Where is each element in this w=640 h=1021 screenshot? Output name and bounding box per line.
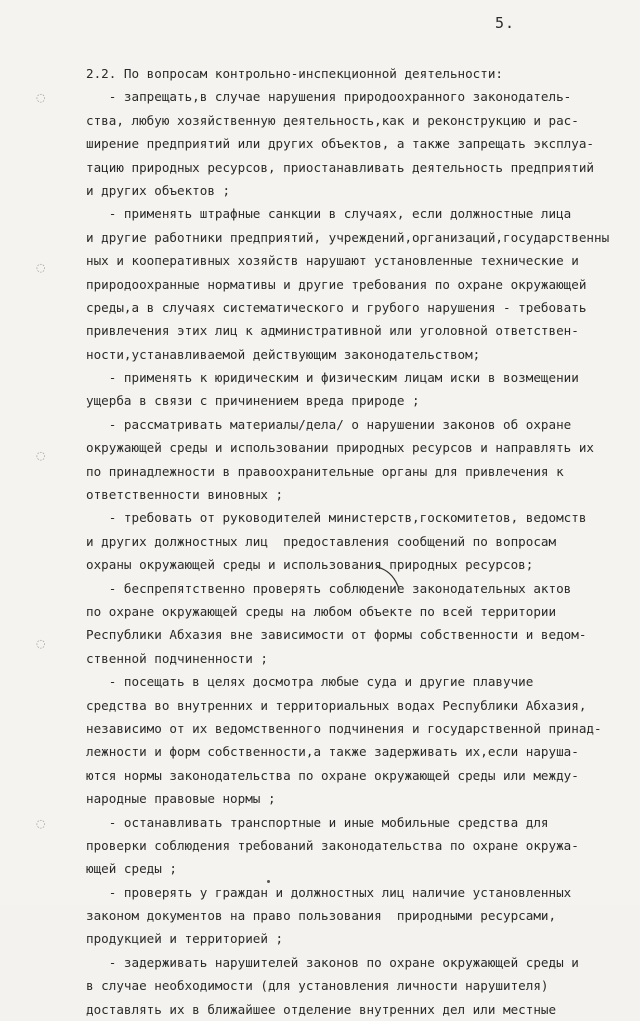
text-line: ущерба в связи с причинением вреда природе ;	[86, 393, 420, 409]
bottom-dot	[267, 880, 270, 883]
text-line: - останавливать транспортные и иные мобильные средства для	[86, 814, 549, 830]
text-line: - запрещать,в случае нарушения природоохранного законодатель-	[86, 89, 572, 105]
text-line: природоохранные нормативы и другие требования по охране окружающей	[86, 276, 587, 292]
text-line: - беспрепятственно проверять соблюдение законодательных актов	[86, 580, 572, 596]
text-line: средства во внутренних и территориальных водах Республики Абхазия,	[86, 697, 587, 713]
pen-stroke-mark	[375, 565, 415, 595]
text-line: лежности и форм собственности,а также задерживать их,если наруша-	[86, 744, 579, 760]
text-line: по охране окружающей среды на любом объекте по всей территории	[86, 603, 557, 619]
binder-hole-mark: ◌	[36, 817, 46, 830]
page-number: 5.	[495, 14, 516, 32]
binder-hole-mark: ◌	[36, 449, 46, 462]
text-line: независимо от их ведомственного подчинения и государственной принад-	[86, 720, 602, 736]
text-line: и других объектов ;	[86, 182, 231, 198]
text-line: окружающей среды и использовании природных ресурсов и направлять их	[86, 440, 594, 456]
text-line: ющей среды ;	[86, 861, 177, 877]
binder-hole-mark: ◌	[36, 91, 46, 104]
text-line: охраны окружающей среды и использования природных ресурсов;	[86, 557, 534, 573]
text-line: - применять к юридическим и физическим лицам иски в возмещении	[86, 370, 579, 386]
text-line: - требовать от руководителей министерств,госкомитетов, ведомств	[86, 510, 587, 526]
text-line: ются нормы законодательства по охране окружающей среды или между-	[86, 767, 579, 783]
text-line: и другие работники предприятий, учреждений,организаций,государственны	[86, 229, 610, 245]
text-line: и других должностных лиц предоставления сообщений по вопросам	[86, 533, 557, 549]
text-line: ответственности виновных ;	[86, 487, 284, 503]
text-line: - применять штрафные санкции в случаях, если должностные лица	[86, 206, 572, 222]
text-line: - задерживать нарушителей законов по охране окружающей среды и	[86, 954, 579, 970]
document-body	[86, 62, 620, 1021]
text-line: 2.2. По вопросам контрольно-инспекционной деятельности:	[86, 66, 504, 81]
text-line: народные правовые нормы ;	[86, 791, 276, 807]
text-line: тацию природных ресурсов, приостанавливать деятельность предприятий	[86, 159, 594, 175]
text-line: ства, любую хозяйственную деятельность,как и реконструкцию и рас-	[86, 112, 579, 128]
text-line: законом документов на право пользования природными ресурсами,	[86, 908, 557, 924]
text-line: ширение предприятий или других объектов, а также запрещать эксплуа-	[86, 136, 594, 152]
text-line: - проверять у граждан и должностных лиц наличие установленных	[86, 884, 572, 900]
text-line: ности,устанавливаемой действующим законодательством;	[86, 346, 481, 362]
text-line: ных и кооперативных хозяйств нарушают установленные технические и	[86, 253, 579, 269]
text-line: ственной подчиненности ;	[86, 650, 268, 666]
text-line: продукцией и территорией ;	[86, 931, 284, 947]
text-line: привлечения этих лиц к административной или уголовной ответствен-	[86, 323, 579, 339]
text-line: среды,а в случаях систематического и грубого нарушения - требовать	[86, 299, 587, 315]
text-line: доставлять их в ближайшее отделение внутренних дел или местные	[86, 1001, 557, 1017]
text-line: - посещать в целях досмотра любые суда и другие плавучие	[86, 674, 534, 690]
text-line: проверки соблюдения требований законодательства по охране окружа-	[86, 837, 579, 853]
text-line: в случае необходимости (для установления личности нарушителя)	[86, 978, 549, 994]
text-line: - рассматривать материалы/дела/ о нарушении законов об охране	[86, 416, 572, 432]
binder-hole-mark: ◌	[36, 637, 46, 650]
binder-hole-mark: ◌	[36, 261, 46, 274]
text-line: Республики Абхазия вне зависимости от формы собственности и ведом-	[86, 627, 587, 643]
text-line: по принадлежности в правоохранительные органы для привлечения к	[86, 463, 564, 479]
